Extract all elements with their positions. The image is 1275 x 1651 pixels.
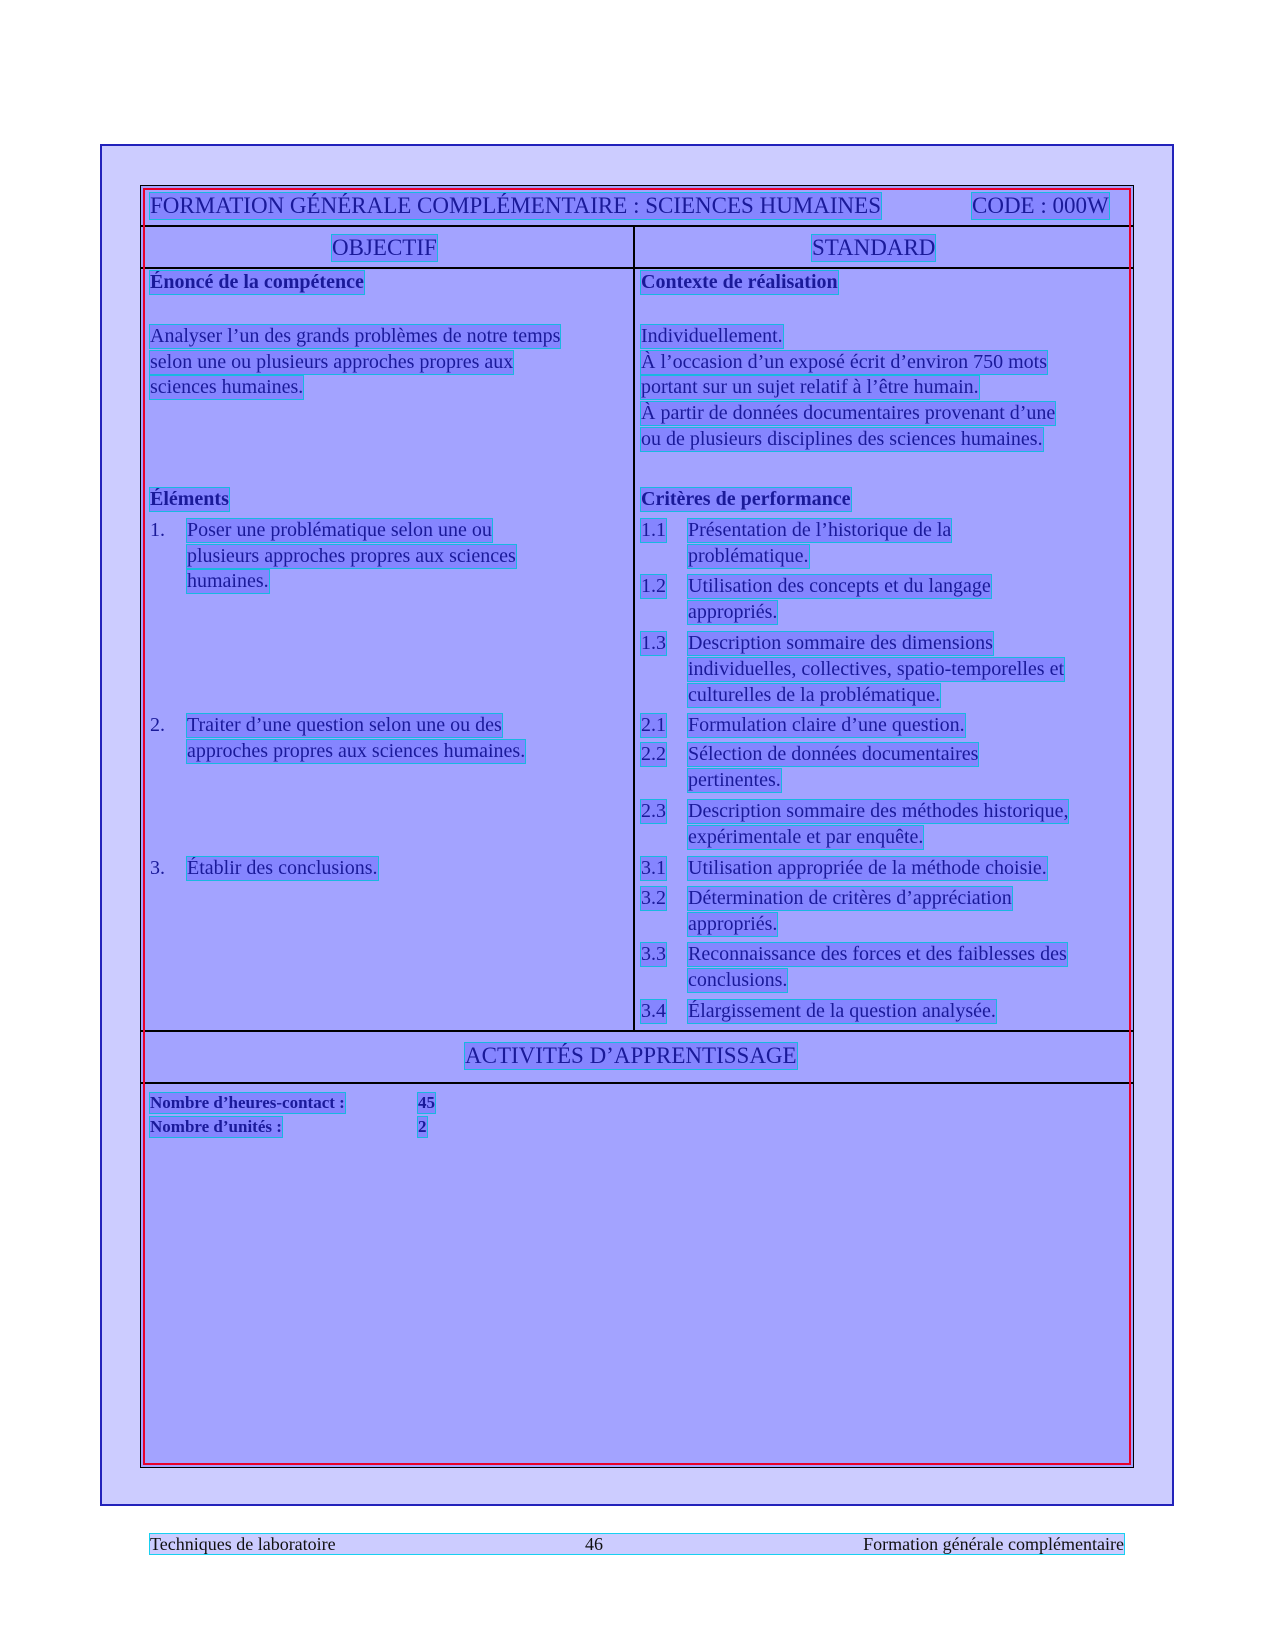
contexte-line: ou de plusieurs disciplines des sciences humaines.	[641, 428, 1043, 450]
critere-number: 1.1	[641, 519, 666, 541]
critere-line: pertinentes.	[688, 769, 781, 791]
element-number: 1.	[150, 519, 165, 541]
critere-line: Utilisation des concepts et du langage	[688, 575, 991, 597]
contexte-line: À l’occasion d’un exposé écrit d’environ 750 mots	[641, 351, 1048, 373]
page-footer	[150, 1534, 1124, 1554]
critere-number: 2.2	[641, 743, 666, 765]
units-label: Nombre d’unités :	[150, 1117, 282, 1136]
element-number: 3.	[150, 857, 165, 879]
critere-line: Description sommaire des dimensions	[688, 632, 993, 654]
element-line: approches propres aux sciences humaines.	[187, 740, 526, 762]
footer-section: Formation générale complémentaire	[863, 1534, 1124, 1554]
critere-line: Formulation claire d’une question.	[688, 714, 965, 736]
critere-line: expérimentale et par enquête.	[688, 826, 924, 848]
element-line: plusieurs approches propres aux sciences	[187, 545, 516, 567]
critere-number: 1.3	[641, 632, 666, 654]
contexte-line: Individuellement.	[641, 325, 783, 347]
critere-number: 2.3	[641, 800, 666, 822]
column-head-objectif: OBJECTIF	[332, 235, 437, 260]
critere-number: 3.2	[641, 887, 666, 909]
table-divider	[140, 1030, 1134, 1032]
critere-line: individuelles, collectives, spatio-temporelles et	[688, 658, 1065, 680]
competence-heading: Énoncé de la compétence	[150, 271, 364, 293]
critere-line: appropriés.	[688, 601, 778, 623]
competence-line: Analyser l’un des grands problèmes de notre temps	[150, 325, 561, 347]
critere-line: Détermination de critères d’appréciation	[688, 887, 1012, 909]
critere-number: 3.4	[641, 1000, 666, 1022]
footer-program: Techniques de laboratoire	[150, 1534, 336, 1554]
table-divider	[140, 225, 1134, 227]
hours-label: Nombre d’heures-contact :	[150, 1093, 345, 1112]
activites-heading: ACTIVITÉS D’APPRENTISSAGE	[465, 1043, 797, 1068]
contexte-line: À partir de données documentaires provenant d’une	[641, 402, 1056, 424]
contexte-heading: Contexte de réalisation	[641, 271, 838, 293]
element-line: humaines.	[187, 570, 269, 592]
element-line: Traiter d’une question selon une ou des	[187, 714, 502, 736]
critere-line: conclusions.	[688, 969, 788, 991]
element-number: 2.	[150, 714, 165, 736]
critere-line: Sélection de données documentaires	[688, 743, 979, 765]
table-title: FORMATION GÉNÉRALE COMPLÉMENTAIRE : SCIENCES HUMAINES	[150, 193, 881, 218]
element-line: Établir des conclusions.	[187, 857, 378, 879]
competence-line: sciences humaines.	[150, 376, 304, 398]
units-value: 2	[418, 1117, 427, 1136]
critere-line: Description sommaire des méthodes historique,	[688, 800, 1069, 822]
page-number: 46	[585, 1534, 603, 1554]
critere-number: 2.1	[641, 714, 666, 736]
critere-number: 3.1	[641, 857, 666, 879]
hours-value: 45	[418, 1093, 435, 1112]
element-line: Poser une problématique selon une ou	[187, 519, 492, 541]
elements-heading: Éléments	[150, 488, 229, 510]
critere-number: 1.2	[641, 575, 666, 597]
critere-number: 3.3	[641, 943, 666, 965]
critere-line: Élargissement de la question analysée.	[688, 1000, 996, 1022]
table-divider	[140, 267, 1134, 269]
column-head-standard: STANDARD	[812, 235, 936, 260]
critere-line: appropriés.	[688, 913, 778, 935]
critere-line: Utilisation appropriée de la méthode choisie.	[688, 857, 1047, 879]
competence-line: selon une ou plusieurs approches propres aux	[150, 351, 514, 373]
table-divider	[140, 1082, 1134, 1084]
critere-line: problématique.	[688, 545, 809, 567]
contexte-line: portant sur un sujet relatif à l’être humain.	[641, 376, 979, 398]
critere-line: culturelles de la problématique.	[688, 684, 941, 706]
criteres-heading: Critères de performance	[641, 488, 851, 510]
critere-line: Reconnaissance des forces et des faiblesses des	[688, 943, 1067, 965]
critere-line: Présentation de l’historique de la	[688, 519, 952, 541]
column-divider	[633, 225, 635, 1031]
course-code: CODE : 000W	[972, 193, 1109, 218]
